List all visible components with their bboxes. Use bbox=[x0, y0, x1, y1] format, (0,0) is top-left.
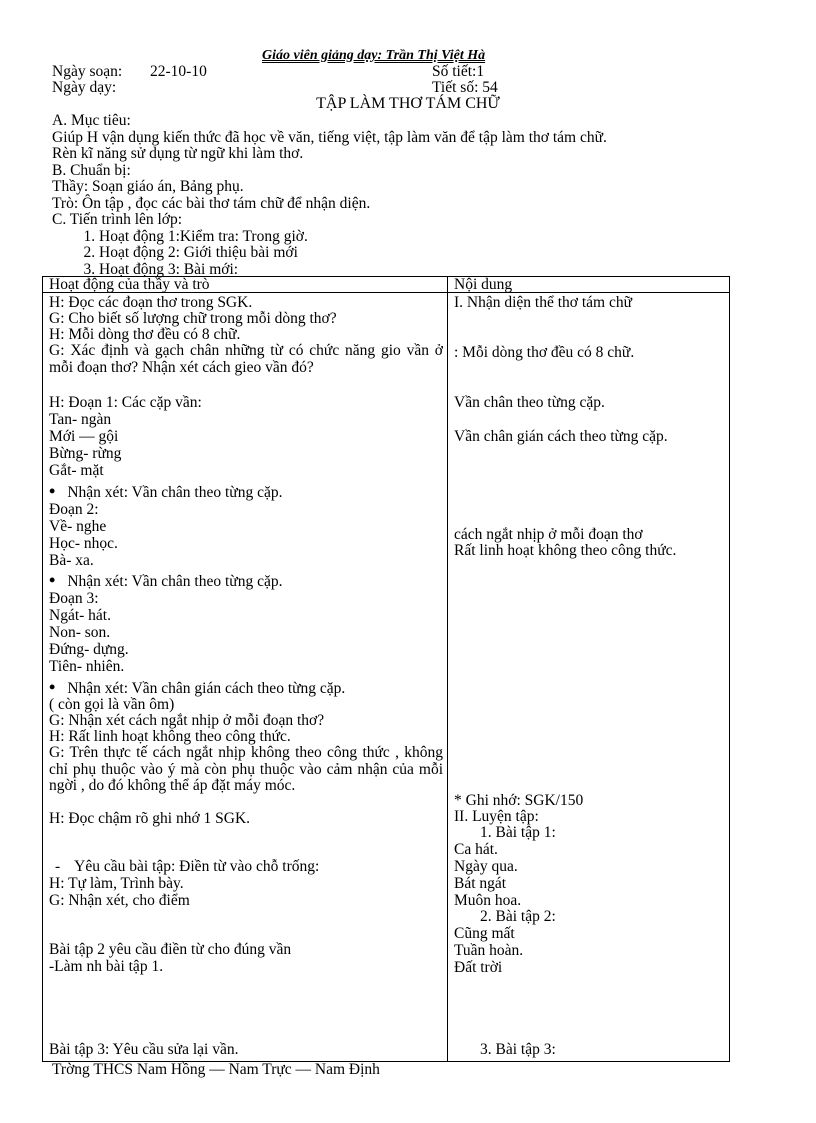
col-header-activity: Hoạt động của thầy và trò bbox=[43, 277, 448, 293]
left-line: G: Cho biết số lượng chữ trong mỗi dòng thơ? bbox=[49, 310, 337, 327]
left-line: H: Rất linh hoạt không theo công thức. bbox=[49, 728, 291, 745]
left-line: -Làm nh bài tập 1. bbox=[49, 958, 164, 975]
answer-line: Ca hát. bbox=[454, 841, 498, 858]
left-line: H: Đọc chậm rõ ghi nhớ 1 SGK. bbox=[49, 810, 251, 827]
page-title: TẬP LÀM THƠ TÁM CHỮ bbox=[316, 95, 500, 112]
answer-line: Bát ngát bbox=[454, 875, 507, 892]
objective-2: Rèn kĩ năng sử dụng từ ngữ khi làm thơ. bbox=[52, 145, 304, 162]
teacher-name: Giáo viên giảng dạy: Trần Thị Việt Hà bbox=[262, 48, 486, 63]
left-line: Bài tập 3: Yêu cầu sửa lại vần. bbox=[49, 1041, 239, 1058]
answer-line: Cũng mất bbox=[454, 925, 515, 942]
activity-cell bbox=[43, 293, 448, 1062]
rhyme-pair: Mới — gội bbox=[49, 428, 119, 445]
left-line: G: Nhận xét cách ngắt nhịp ở mỗi đoạn thơ? bbox=[49, 712, 325, 729]
prep-date-label: Ngày soạn: bbox=[52, 63, 123, 80]
left-line: H: Đoạn 1: Các cặp vần: bbox=[49, 394, 202, 411]
answer-line: Đất trời bbox=[454, 959, 503, 976]
left-line: G: Xác định và gạch chân những từ có chức năng gio vần ở mỗi đoạn thơ? Nhận xét cách gieo vần đó? bbox=[49, 342, 443, 376]
answer-line: Tuần hoàn. bbox=[454, 942, 524, 959]
col-header-content: Nội dung bbox=[448, 277, 730, 293]
stanza-3-label: Đoạn 3: bbox=[49, 590, 99, 607]
rhyme-pair: Học- nhọc. bbox=[49, 535, 118, 552]
prep-teacher: Thầy: Soạn giáo án, Bảng phụ. bbox=[52, 178, 244, 195]
period-label: Số tiết:1 bbox=[432, 63, 485, 80]
left-line: Bài tập 2 yêu cầu điền từ cho đúng vần bbox=[49, 941, 292, 958]
rhyme-pair: Bà- xa. bbox=[49, 552, 94, 569]
school-footer: Trờng THCS Nam Hồng — Nam Trực — Nam Định bbox=[52, 1061, 380, 1078]
left-line: H: Mỗi dòng thơ đều có 8 chữ. bbox=[49, 326, 241, 343]
prep-student: Trò: Ôn tập , đọc các bài thơ tám chữ để nhận diện. bbox=[52, 194, 371, 212]
memo-note: * Ghi nhớ: SGK/150 bbox=[454, 792, 584, 809]
rhyme-pair: Về- nghe bbox=[49, 518, 107, 535]
prep-heading: B. Chuẩn bị: bbox=[52, 161, 131, 179]
remark-2: • Nhận xét: Vần chân theo từng cặp. bbox=[49, 572, 282, 591]
lesson-table bbox=[42, 276, 730, 1062]
lesson-number: Tiết số: 54 bbox=[432, 79, 498, 96]
left-line: G: Nhận xét, cho điểm bbox=[49, 892, 190, 909]
rhyme-pair: Tiên- nhiên. bbox=[49, 658, 125, 675]
stanza-2-label: Đoạn 2: bbox=[49, 501, 99, 518]
content-heading-1: I. Nhận diện thể thơ tám chữ bbox=[454, 294, 633, 311]
teach-date-label: Ngày dạy: bbox=[52, 79, 117, 96]
objective-heading: A. Mục tiêu: bbox=[52, 112, 131, 129]
process-steps bbox=[52, 229, 767, 279]
content-line: cách ngắt nhịp ở mỗi đoạn thơ bbox=[454, 526, 643, 543]
content-line: Vần chân gián cách theo từng cặp. bbox=[454, 428, 668, 445]
remark-3-note: ( còn gọi là vần ôm) bbox=[49, 696, 175, 713]
exercise-1-heading: 1. Bài tập 1: bbox=[480, 824, 556, 841]
remark-3: • Nhận xét: Vần chân gián cách theo từng cặp. bbox=[49, 679, 345, 698]
content-line: : Mỗi dòng thơ đều có 8 chữ. bbox=[454, 344, 635, 361]
answer-line: Muôn hoa. bbox=[454, 892, 522, 909]
remark-1: • Nhận xét: Vần chân theo từng cặp. bbox=[49, 483, 282, 502]
content-cell bbox=[448, 293, 730, 1062]
objective-1: Giúp H vận dụng kiến thức đã học về văn, tiếng việt, tập làm văn để tập làm thơ tám chữ. bbox=[52, 128, 607, 146]
rhyme-pair: Gắt- mặt bbox=[49, 462, 104, 479]
intro-section bbox=[52, 113, 767, 278]
rhyme-pair: Bừng- rừng bbox=[49, 445, 122, 462]
prep-date: 22-10-10 bbox=[150, 63, 207, 80]
left-line: H: Đọc các đoạn thơ trong SGK. bbox=[49, 294, 253, 311]
step-2: 2. Hoạt động 2: Giới thiệu bài mới bbox=[99, 245, 767, 262]
step-1: 1. Hoạt động 1:Kiểm tra: Trong giờ. bbox=[99, 229, 767, 246]
rhyme-pair: Ngát- hát. bbox=[49, 607, 111, 624]
rhyme-pair: Đứng- dựng. bbox=[49, 641, 129, 658]
content-line: Rất linh hoạt không theo công thức. bbox=[454, 542, 677, 559]
rhyme-pair: Non- son. bbox=[49, 624, 111, 641]
exercise-3-heading: 3. Bài tập 3: bbox=[480, 1041, 556, 1058]
exercise-request: - Yêu cầu bài tập: Điền từ vào chỗ trống: bbox=[49, 859, 319, 876]
left-line: H: Tự làm, Trình bày. bbox=[49, 875, 184, 892]
content-line: Vần chân theo từng cặp. bbox=[454, 394, 605, 411]
content-heading-2: II. Luyện tập: bbox=[454, 808, 539, 825]
left-line: G: Trên thực tế cách ngắt nhịp không theo công thức , không chỉ phụ thuộc vào ý mà còn phụ thuộc vào cảm nhận của mỗi ngời , do đó không thể áp đặt máy móc. bbox=[49, 744, 443, 794]
process-heading: C. Tiến trình lên lớp: bbox=[52, 211, 183, 228]
exercise-2-heading: 2. Bài tập 2: bbox=[480, 908, 556, 925]
rhyme-pair: Tan- ngàn bbox=[49, 411, 112, 428]
step-3: 3. Hoạt động 3: Bài mới: bbox=[99, 262, 767, 279]
answer-line: Ngày qua. bbox=[454, 858, 518, 875]
